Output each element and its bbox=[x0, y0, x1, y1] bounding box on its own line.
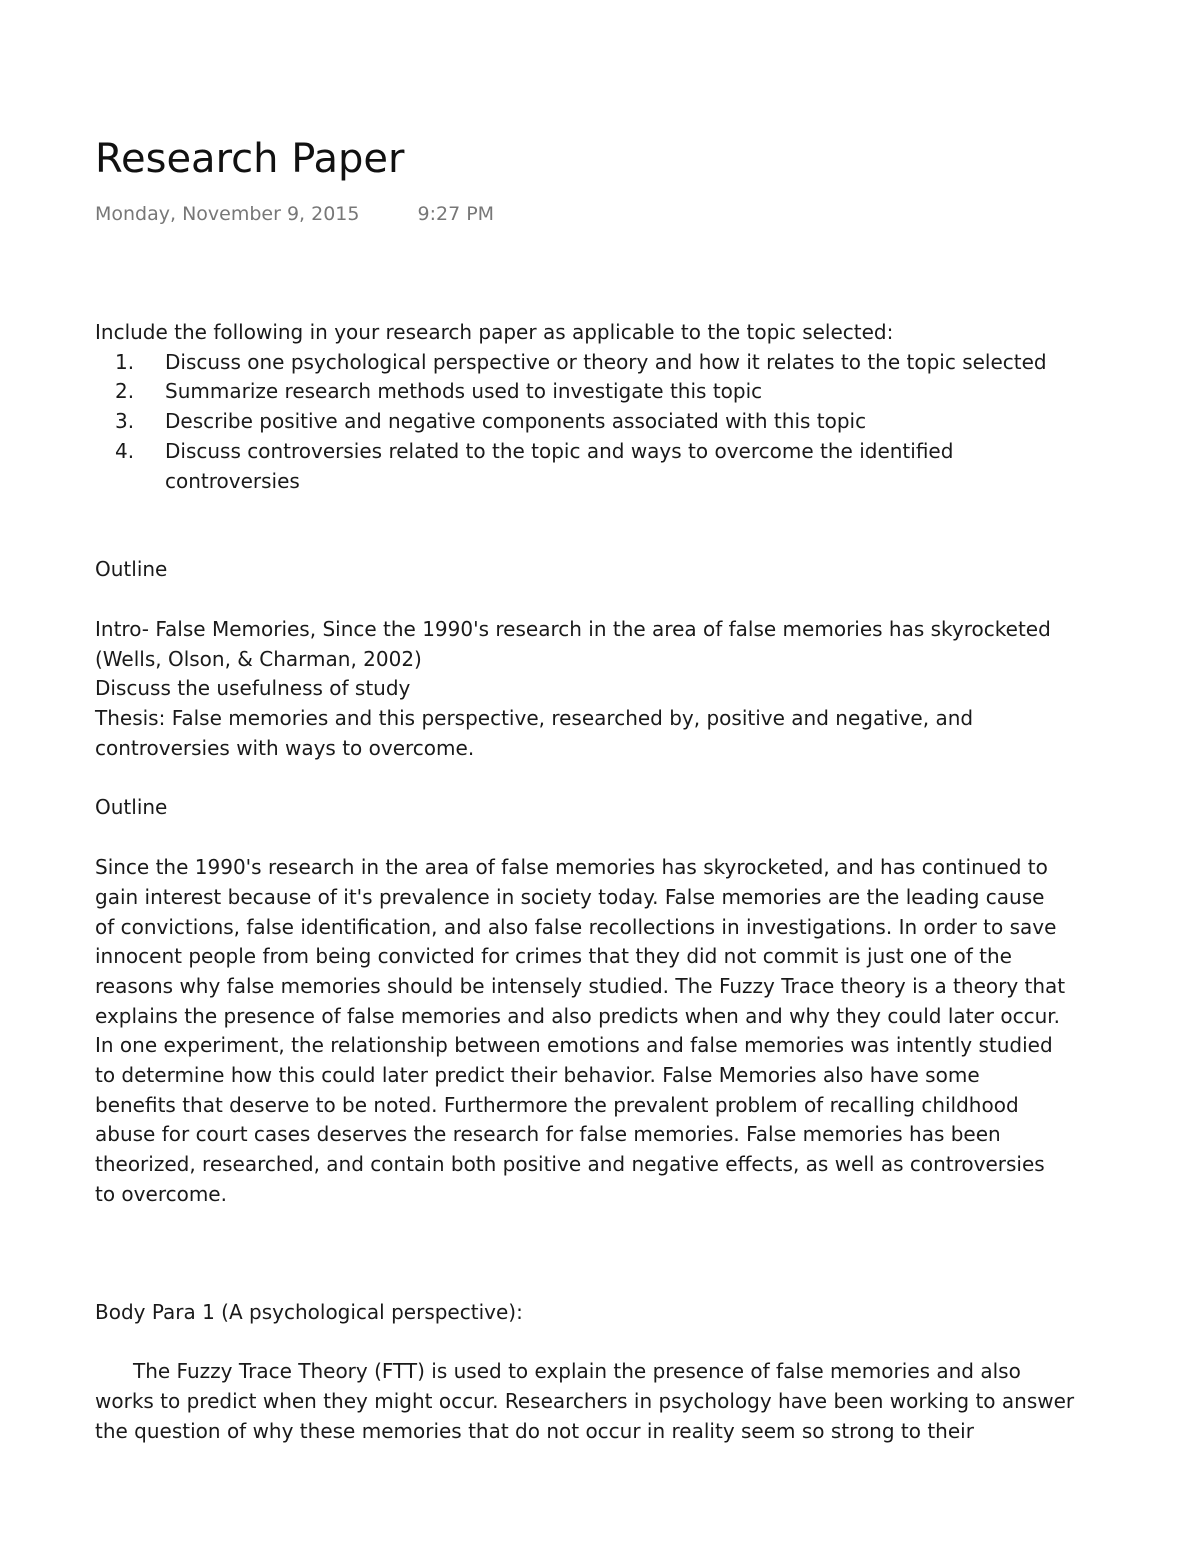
requirements-list bbox=[95, 348, 1200, 497]
paragraph-line: to overcome. bbox=[95, 1181, 227, 1206]
list-number: 1. bbox=[115, 349, 135, 374]
paragraph-line: abuse for court cases deserves the research for false memories. False memories has been bbox=[95, 1122, 1001, 1147]
list-item-text: Discuss one psychological perspective or theory and how it relates to the topic selected bbox=[165, 349, 1047, 374]
body-paragraph-1 bbox=[95, 1298, 1200, 1447]
outline-section-1 bbox=[95, 555, 1200, 763]
paragraph-line: of convictions, false identification, and also false recollections in investigations. In order to save bbox=[95, 914, 1057, 939]
paragraph-line: works to predict when they might occur. Researchers in psychology have been working to answer bbox=[95, 1388, 1075, 1413]
paragraph-line: explains the presence of false memories and also predicts when and why they could later occur. bbox=[95, 1003, 1061, 1028]
requirements-intro: Include the following in your research paper as applicable to the topic selected: bbox=[95, 320, 894, 344]
outline-section-2 bbox=[95, 793, 1200, 1209]
paragraph-line: (Wells, Olson, & Charman, 2002) bbox=[95, 646, 422, 671]
dateline bbox=[95, 200, 1200, 228]
list-item-text: Summarize research methods used to investigate this topic bbox=[165, 379, 763, 404]
paragraph-line: reasons why false memories should be intensely studied. The Fuzzy Trace theory is a theory that bbox=[95, 973, 1066, 998]
paragraph-line: gain interest because of it's prevalence in society today. False memories are the leading cause bbox=[95, 884, 1045, 909]
paragraph-line: controversies with ways to overcome. bbox=[95, 735, 475, 760]
paragraph-line: the question of why these memories that do not occur in reality seem so strong to their bbox=[95, 1418, 974, 1443]
paragraph-line: to determine how this could later predict their behavior. False Memories also have some bbox=[95, 1063, 980, 1088]
paragraph-line: Thesis: False memories and this perspective, researched by, positive and negative, and bbox=[95, 706, 974, 731]
document-page bbox=[95, 130, 1200, 1446]
paragraph-line: innocent people from being convicted for crimes that they did not commit is just one of the bbox=[95, 944, 1012, 969]
outline-heading: Outline bbox=[95, 795, 168, 820]
requirements-section bbox=[95, 318, 1200, 496]
outline-heading: Outline bbox=[95, 557, 168, 582]
list-item bbox=[95, 377, 1200, 407]
list-item-text: Describe positive and negative components associated with this topic bbox=[165, 409, 867, 434]
list-item bbox=[95, 348, 1200, 378]
paragraph-line: Since the 1990's research in the area of false memories has skyrocketed, and has continued to bbox=[95, 855, 1048, 880]
list-item-text: controversies bbox=[165, 468, 300, 493]
list-item bbox=[95, 407, 1200, 437]
list-item-text: Discuss controversies related to the topic and ways to overcome the identified bbox=[165, 438, 954, 463]
list-number: 4. bbox=[115, 438, 135, 463]
paragraph-line: The Fuzzy Trace Theory (FTT) is used to explain the presence of false memories and also bbox=[133, 1359, 1021, 1384]
paragraph-line: In one experiment, the relationship between emotions and false memories was intently studied bbox=[95, 1033, 1053, 1058]
paragraph-line: theorized, researched, and contain both positive and negative effects, as well as controversies bbox=[95, 1152, 1045, 1177]
page-title: Research Paper bbox=[95, 136, 405, 182]
paragraph-line: Discuss the usefulness of study bbox=[95, 676, 411, 701]
paragraph-line: Intro- False Memories, Since the 1990's research in the area of false memories has skyrocketed bbox=[95, 616, 1051, 641]
list-number: 2. bbox=[115, 379, 135, 404]
paragraph-line: benefits that deserve to be noted. Furthermore the prevalent problem of recalling childhood bbox=[95, 1092, 1019, 1117]
date-text: Monday, November 9, 2015 bbox=[95, 203, 360, 225]
list-number: 3. bbox=[115, 409, 135, 434]
section-heading: Body Para 1 (A psychological perspective): bbox=[95, 1299, 523, 1324]
time-text: 9:27 PM bbox=[417, 203, 495, 225]
list-item bbox=[95, 437, 1200, 496]
